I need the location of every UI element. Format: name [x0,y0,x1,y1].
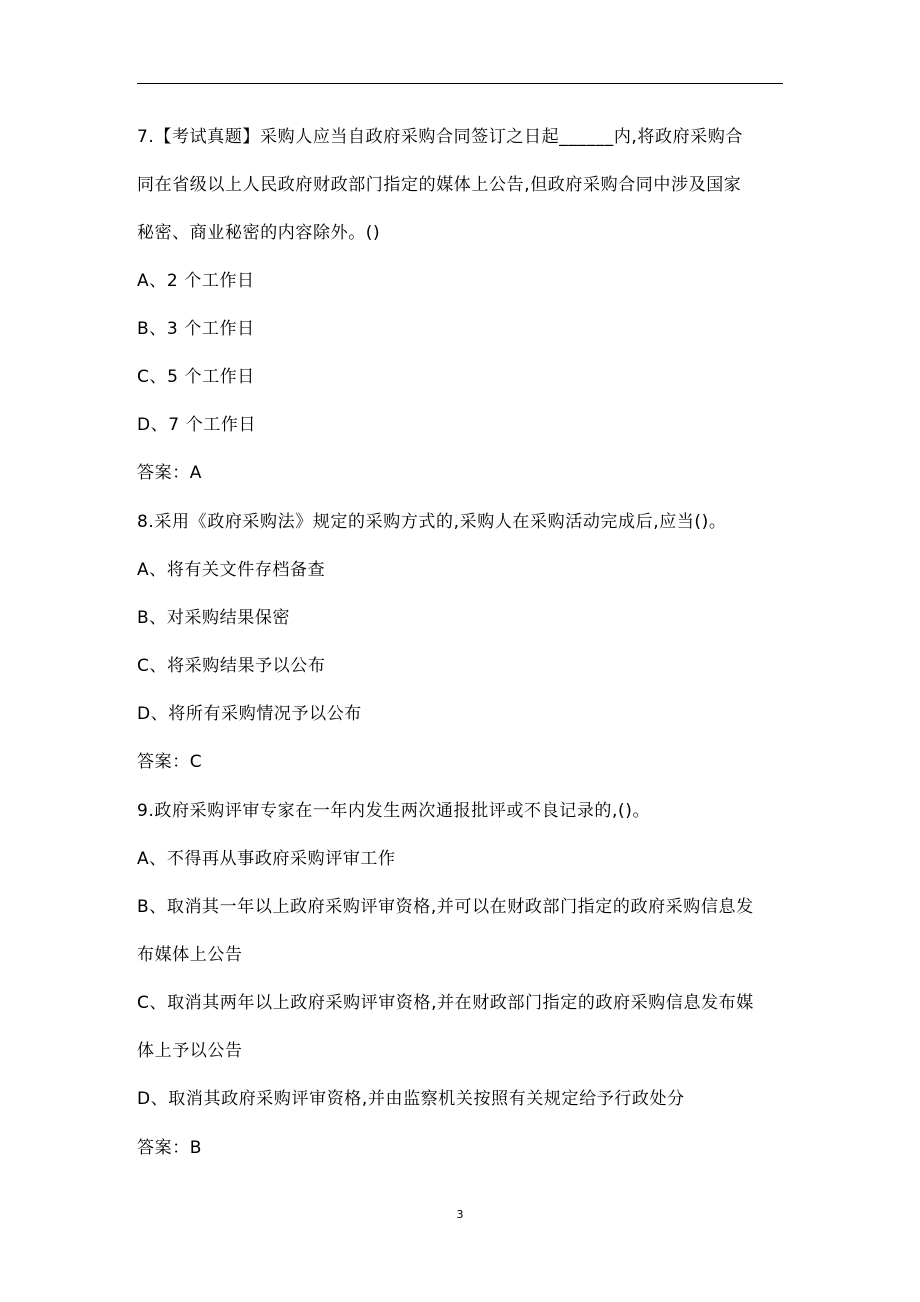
question-8-option-d: D、将所有采购情况予以公布 [137,704,362,724]
question-7-stem-line-3: 秘密、商业秘密的内容除外。() [137,223,381,243]
question-9-option-d: D、取消其政府采购评审资格,并由监察机关按照有关规定给予行政处分 [137,1089,685,1109]
question-9-option-a: A、不得再从事政府采购评审工作 [137,849,396,869]
question-9-option-b-line-1: B、取消其一年以上政府采购评审资格,并可以在财政部门指定的政府采购信息发 [137,897,754,917]
question-7-option-a: A、2 个工作日 [137,271,255,291]
question-9-option-c-line-2: 体上予以公告 [137,1041,243,1061]
question-9-stem-line-1: 9.政府采购评审专家在一年内发生两次通报批评或不良记录的,()。 [137,801,651,821]
question-7-answer: 答案：A [137,463,203,483]
question-8-option-b: B、对采购结果保密 [137,608,291,628]
header-rule [137,83,783,84]
question-8-answer: 答案：C [137,752,203,772]
question-7-option-b: B、3 个工作日 [137,319,255,339]
question-9-answer: 答案：B [137,1138,203,1158]
question-8-option-c: C、将采购结果予以公布 [137,656,326,676]
question-7-option-c: C、5 个工作日 [137,367,255,387]
page-number: 3 [456,1208,464,1221]
question-8-option-a: A、将有关文件存档备查 [137,560,326,580]
question-7-stem-line-1: 7.【考试真题】采购人应当自政府采购合同签订之日起______内,将政府采购合 [137,127,744,147]
question-7-stem-line-2: 同在省级以上人民政府财政部门指定的媒体上公告,但政府采购合同中涉及国家 [137,175,742,195]
question-7-option-d: D、7 个工作日 [137,415,257,435]
question-8-stem-line-1: 8.采用《政府采购法》规定的采购方式的,采购人在采购活动完成后,应当()。 [137,512,727,532]
question-9-option-c-line-1: C、取消其两年以上政府采购评审资格,并在财政部门指定的政府采购信息发布媒 [137,993,754,1013]
question-9-option-b-line-2: 布媒体上公告 [137,945,243,965]
